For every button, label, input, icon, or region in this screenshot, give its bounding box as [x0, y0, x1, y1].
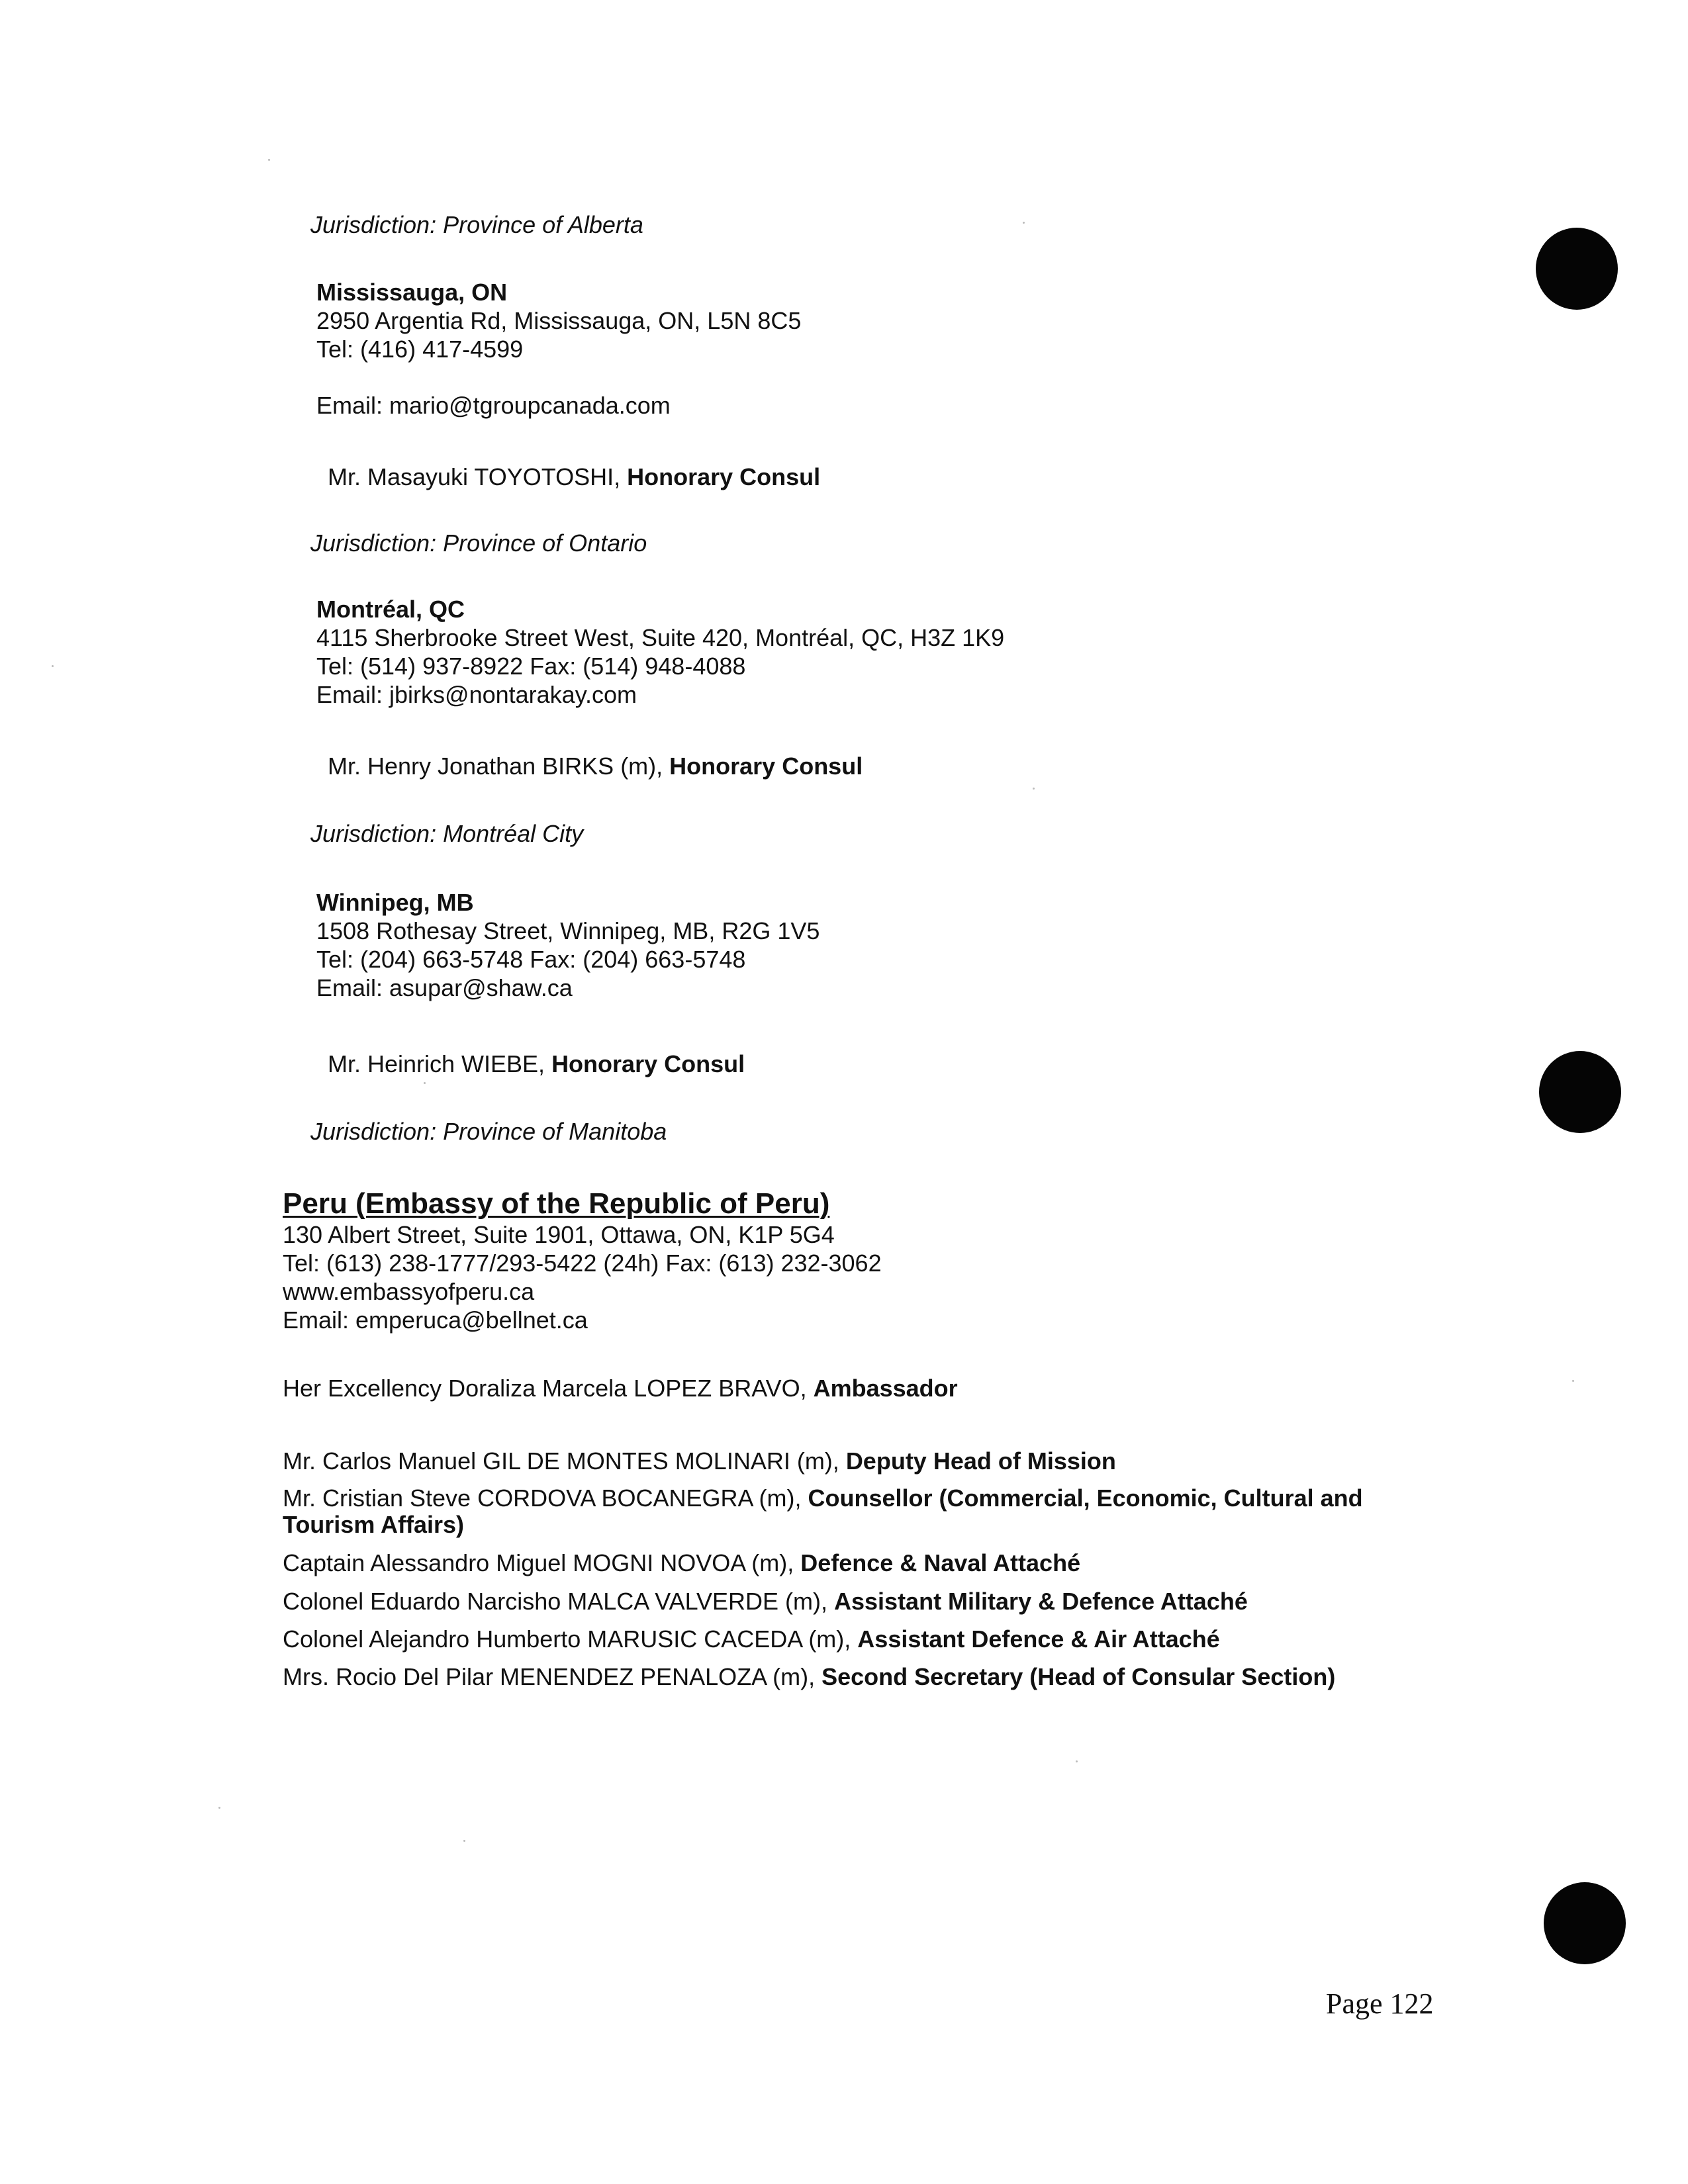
scan-speck — [218, 1807, 220, 1809]
email: Email: emperuca@bellnet.ca — [283, 1306, 588, 1334]
scan-speck — [1023, 222, 1025, 224]
official-line — [328, 463, 820, 491]
peru-contact-block — [283, 1220, 882, 1334]
staff-title: Defence & Naval Attaché — [800, 1549, 1081, 1576]
telephone: Tel: (514) 937-8922 Fax: (514) 948-4088 — [316, 653, 746, 680]
official-title: Honorary Consul — [627, 463, 821, 490]
official-name: Mr. Masayuki TOYOTOSHI, — [328, 463, 628, 490]
official-title: Honorary Consul — [669, 752, 863, 780]
staff-name: Colonel Eduardo Narcisho MALCA VALVERDE (m), — [283, 1588, 834, 1615]
winnipeg-section — [316, 888, 820, 1002]
address: 130 Albert Street, Suite 1901, Ottawa, ON, K1P 5G4 — [283, 1221, 835, 1248]
address: 4115 Sherbrooke Street West, Suite 420, Montréal, QC, H3Z 1K9 — [316, 624, 1005, 651]
staff-row — [283, 1549, 1080, 1577]
official-name: Mr. Heinrich WIEBE, — [328, 1050, 552, 1077]
mississauga-section — [316, 278, 801, 420]
staff-title: Second Secretary (Head of Consular Section) — [821, 1663, 1336, 1690]
scan-speck — [52, 665, 54, 667]
staff-title: Counsellor (Commercial, Economic, Cultural and — [808, 1484, 1363, 1512]
scan-speck — [463, 1840, 465, 1842]
staff-row — [283, 1625, 1220, 1653]
staff-title: Deputy Head of Mission — [845, 1447, 1116, 1475]
staff-name: Mrs. Rocio Del Pilar MENENDEZ PENALOZA (m), — [283, 1663, 822, 1690]
staff-row — [283, 1485, 1363, 1538]
ambassador-name: Her Excellency Doraliza Marcela LOPEZ BRAVO, — [283, 1375, 814, 1402]
email: Email: asupar@shaw.ca — [316, 974, 573, 1001]
jurisdiction: Jurisdiction: Province of Manitoba — [310, 1118, 667, 1145]
montreal-section — [316, 595, 1004, 709]
staff-title: Assistant Military & Defence Attaché — [834, 1588, 1248, 1615]
scan-speck — [268, 159, 270, 161]
punch-hole-top — [1536, 228, 1618, 310]
jurisdiction: Jurisdiction: Montréal City — [310, 820, 584, 847]
email: Email: jbirks@nontarakay.com — [316, 681, 637, 708]
staff-name: Mr. Carlos Manuel GIL DE MONTES MOLINARI (m), — [283, 1447, 846, 1475]
official-line — [328, 1050, 745, 1078]
ambassador-line — [283, 1374, 958, 1402]
scan-speck — [1076, 1760, 1078, 1762]
ambassador-title: Ambassador — [813, 1375, 958, 1402]
official-title: Honorary Consul — [551, 1050, 745, 1077]
scan-speck — [1033, 788, 1035, 790]
staff-row — [283, 1447, 1116, 1475]
website-link[interactable]: www.embassyofperu.ca — [283, 1278, 535, 1305]
email: Email: mario@tgroupcanada.com — [316, 392, 671, 419]
punch-hole-middle — [1539, 1051, 1621, 1133]
embassy-heading: Peru (Embassy of the Republic of Peru) — [283, 1187, 830, 1220]
page-number: Page 122 — [1326, 1987, 1434, 2020]
staff-row — [283, 1662, 1335, 1691]
staff-title-continued: Tourism Affairs) — [283, 1511, 465, 1538]
staff-row — [283, 1587, 1248, 1615]
section-heading: Montréal, QC — [316, 596, 465, 623]
section-heading: Winnipeg, MB — [316, 889, 474, 916]
staff-name: Colonel Alejandro Humberto MARUSIC CACEDA (m), — [283, 1625, 858, 1653]
scan-speck — [1572, 1380, 1574, 1382]
scan-speck — [424, 1082, 426, 1084]
staff-name: Captain Alessandro Miguel MOGNI NOVOA (m), — [283, 1549, 801, 1576]
jurisdiction: Jurisdiction: Province of Ontario — [310, 529, 647, 557]
telephone: Tel: (416) 417-4599 — [316, 336, 524, 363]
official-line — [328, 752, 863, 780]
address: 1508 Rothesay Street, Winnipeg, MB, R2G 1V5 — [316, 917, 820, 944]
telephone: Tel: (204) 663-5748 Fax: (204) 663-5748 — [316, 946, 746, 973]
telephone: Tel: (613) 238-1777/293-5422 (24h) Fax: (613) 232-3062 — [283, 1250, 882, 1277]
punch-hole-bottom — [1544, 1882, 1626, 1964]
staff-title: Assistant Defence & Air Attaché — [857, 1625, 1220, 1653]
jurisdiction-alberta: Jurisdiction: Province of Alberta — [310, 211, 643, 238]
address: 2950 Argentia Rd, Mississauga, ON, L5N 8C5 — [316, 307, 802, 334]
section-heading: Mississauga, ON — [316, 279, 508, 306]
staff-name: Mr. Cristian Steve CORDOVA BOCANEGRA (m), — [283, 1484, 808, 1512]
official-name: Mr. Henry Jonathan BIRKS (m), — [328, 752, 670, 780]
